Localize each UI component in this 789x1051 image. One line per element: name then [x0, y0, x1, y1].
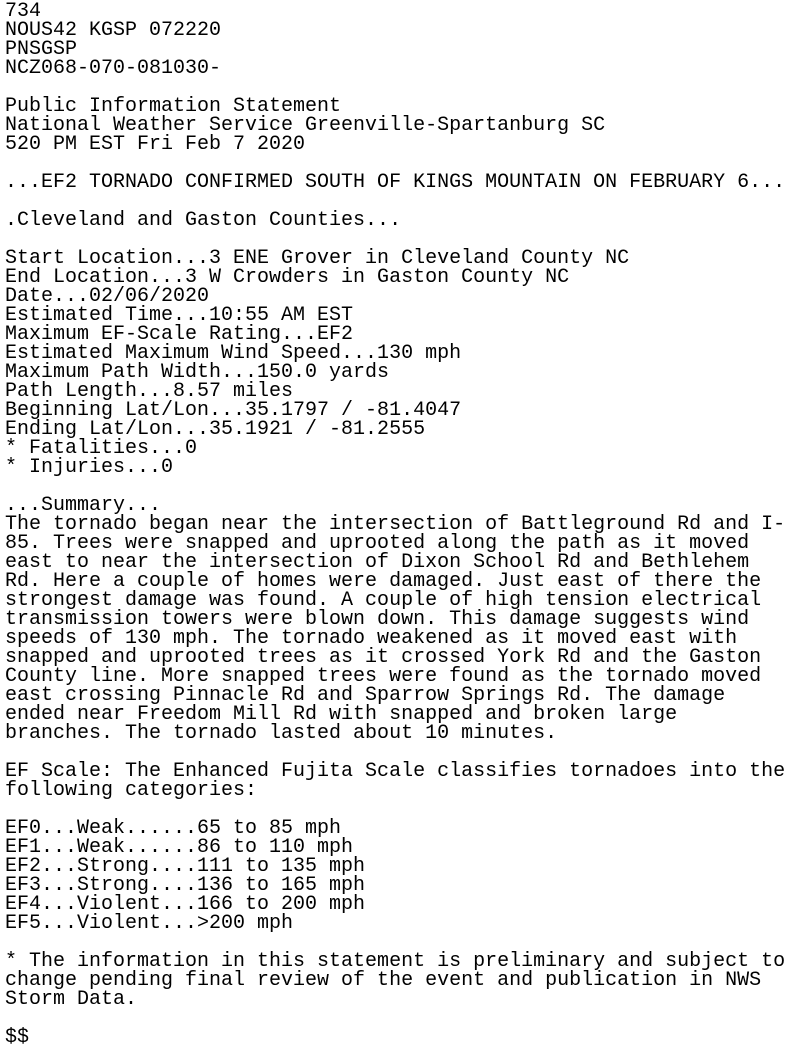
ef-category: EF1...Weak......86 to 110 mph: [5, 836, 354, 859]
detail-line: Start Location...3 ENE Grover in Cleveland County NC: [5, 247, 630, 270]
ef-category: EF4...Violent...166 to 200 mph: [5, 893, 366, 916]
summary-line: east to near the intersection of Dixon School Rd and Bethlehem: [5, 551, 750, 574]
summary-line: ended near Freedom Mill Rd with snapped and broken large: [5, 703, 678, 726]
product-title: Public Information Statement: [5, 95, 342, 118]
detail-line: End Location...3 W Crowders in Gaston County NC: [5, 266, 570, 289]
summary-line: snapped and uprooted trees as it crossed York Rd and the Gaston: [5, 646, 762, 669]
summary-line: east crossing Pinnacle Rd and Sparrow Springs Rd. The damage: [5, 684, 726, 707]
summary-line: transmission towers were blown down. This damage suggests wind: [5, 608, 750, 631]
disclaimer-line: * The information in this statement is preliminary and subject to: [5, 950, 786, 973]
ef-category: EF2...Strong....111 to 135 mph: [5, 855, 366, 878]
detail-line: Path Length...8.57 miles: [5, 380, 294, 403]
headline: ...EF2 TORNADO CONFIRMED SOUTH OF KINGS MOUNTAIN ON FEBRUARY 6...: [5, 171, 786, 194]
wmo-header: NOUS42 KGSP 072220: [5, 19, 222, 42]
disclaimer-line: Storm Data.: [5, 988, 138, 1011]
ef-category: EF5...Violent...>200 mph: [5, 912, 294, 935]
sequence-number: 734: [5, 0, 42, 23]
detail-line: * Injuries...0: [5, 456, 174, 479]
detail-line: Ending Lat/Lon...35.1921 / -81.2555: [5, 418, 426, 441]
issuing-office: National Weather Service Greenville-Spartanburg SC: [5, 114, 606, 137]
detail-line: Maximum Path Width...150.0 yards: [5, 361, 390, 384]
detail-line: * Fatalities...0: [5, 437, 198, 460]
summary-heading: ...Summary...: [5, 494, 162, 517]
summary-line: strongest damage was found. A couple of high tension electrical: [5, 589, 762, 612]
summary-line: speeds of 130 mph. The tornado weakened as it moved east with: [5, 627, 738, 650]
detail-line: Maximum EF-Scale Rating...EF2: [5, 323, 354, 346]
ef-scale-intro-line: EF Scale: The Enhanced Fujita Scale classifies tornadoes into the: [5, 760, 786, 783]
awips-id: PNSGSP: [5, 38, 78, 61]
ef-scale-intro-line: following categories:: [5, 779, 258, 802]
summary-text: [5, 515, 789, 743]
disclaimer-line: change pending final review of the event and publication in NWS: [5, 969, 762, 992]
ef-scale-intro: [5, 762, 789, 800]
ef-category: EF0...Weak......65 to 85 mph: [5, 817, 342, 840]
disclaimer: [5, 952, 789, 1009]
detail-line: Estimated Maximum Wind Speed...130 mph: [5, 342, 462, 365]
detail-line: Estimated Time...10:55 AM EST: [5, 304, 354, 327]
public-information-statement: [5, 2, 789, 1047]
summary-line: 85. Trees were snapped and uprooted along the path as it moved: [5, 532, 750, 555]
detail-line: Date...02/06/2020: [5, 285, 210, 308]
ef-scale-categories: [5, 819, 789, 933]
counties-heading: .Cleveland and Gaston Counties...: [5, 209, 402, 232]
summary-line: The tornado began near the intersection of Battleground Rd and I-: [5, 513, 786, 536]
summary-line: Rd. Here a couple of homes were damaged. Just east of there the: [5, 570, 762, 593]
spacer: [5, 1009, 789, 1028]
ef-category: EF3...Strong....136 to 165 mph: [5, 874, 366, 897]
summary-line: branches. The tornado lasted about 10 minutes.: [5, 722, 558, 745]
issue-time: 520 PM EST Fri Feb 7 2020: [5, 133, 306, 156]
summary-line: County line. More snapped trees were found as the tornado moved: [5, 665, 762, 688]
event-details: [5, 249, 789, 477]
detail-line: Beginning Lat/Lon...35.1797 / -81.4047: [5, 399, 462, 422]
ugc-code: NCZ068-070-081030-: [5, 57, 222, 80]
end-marker: $$: [5, 1026, 30, 1049]
